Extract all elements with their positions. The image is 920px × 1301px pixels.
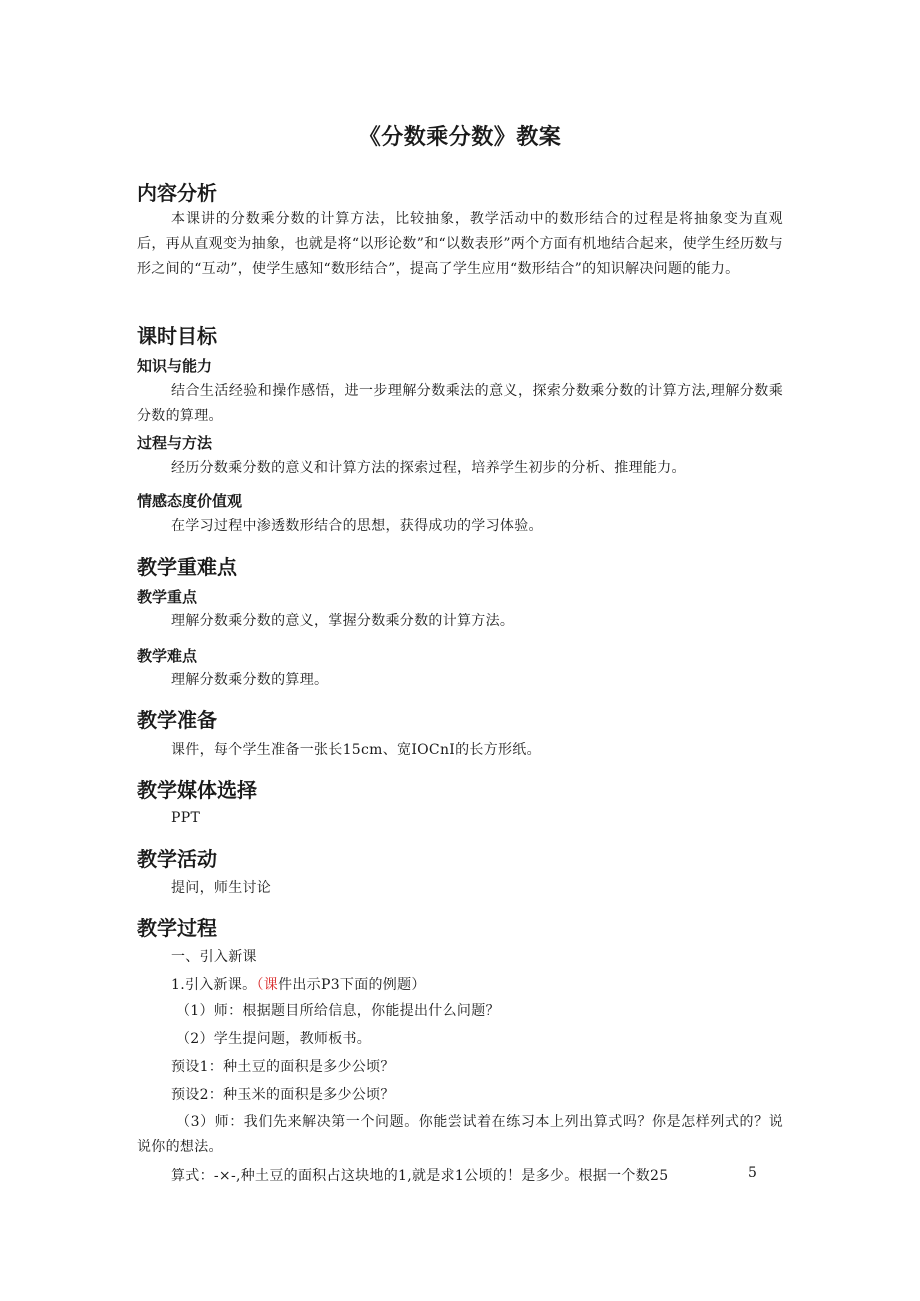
- heading-focus: 教学重点: [137, 588, 198, 606]
- process-method-paragraph: 经历分数乘分数的意义和计算方法的探索过程，培养学生初步的分析、推理能力。: [171, 460, 686, 476]
- process-line-1-red: （课: [256, 977, 279, 993]
- document-title: 《分数乘分数》教案: [358, 125, 562, 150]
- process-line-intro: 一、引入新课: [171, 949, 257, 965]
- process-line-preset2: 预设2：种玉米的面积是多少公顷？: [171, 1087, 395, 1103]
- heading-key-points: 教学重难点: [137, 555, 237, 579]
- process-line-preset1: 预设1：种土豆的面积是多少公顷？: [171, 1059, 395, 1075]
- heading-difficulty: 教学难点: [137, 647, 198, 665]
- process-line-1-suffix: 件出示P3下面的例题）: [278, 977, 426, 993]
- preparation-paragraph: 课件，每个学生准备一张长15cm、宽IOCnI的长方形纸。: [171, 742, 541, 758]
- heading-teaching-process: 教学过程: [137, 916, 217, 940]
- process-line-q2: （2）学生提问题，教师板书。: [176, 1031, 372, 1047]
- emotion-paragraph: 在学习过程中渗透数形结合的思想，获得成功的学习体验。: [171, 518, 543, 534]
- process-line-formula: 算式：-×-,种土豆的面积占这块地的1,就是求1公顷的！是多少。根据一个数25: [171, 1168, 669, 1184]
- heading-emotion: 情感态度价值观: [137, 492, 243, 510]
- activity-paragraph: 提问，师生讨论: [171, 880, 272, 896]
- heading-process-method: 过程与方法: [137, 434, 213, 452]
- content-analysis-paragraph: 本课讲的分数乘分数的计算方法，比较抽象，教学活动中的数形结合的过程是将抽象变为直观后，再从直观变为抽象，也就是将“以形论数”和“以数表形”两个方面有机地结合起来，使学生经历数与形之间的“互动”，使学生感知“数形结合”，提高了学生应用“数形结合”的知识解决问题的能力。: [137, 211, 783, 277]
- process-paragraph-q3: （3）师：我们先来解决第一个问题。你能尝试着在练习本上列出算式吗？你是怎样列式的？说说你的想法。: [137, 1114, 783, 1155]
- process-line-1-prefix: 1.引入新课。: [171, 977, 257, 993]
- heading-content-analysis: 内容分析: [137, 181, 217, 205]
- heading-activity: 教学活动: [137, 847, 217, 871]
- process-line-formula-tail: 5: [748, 1165, 758, 1181]
- difficulty-paragraph: 理解分数乘分数的算理。: [171, 672, 329, 688]
- heading-media: 教学媒体选择: [137, 778, 257, 802]
- process-line-1: [171, 974, 426, 994]
- knowledge-paragraph: 结合生活经验和操作感悟，进一步理解分数乘法的意义，探索分数乘分数的计算方法,理解分数乘分数的算理。: [137, 383, 783, 424]
- heading-preparation: 教学准备: [137, 708, 217, 732]
- heading-objectives: 课时目标: [137, 324, 217, 348]
- focus-paragraph: 理解分数乘分数的意义，掌握分数乘分数的计算方法。: [171, 613, 515, 629]
- heading-knowledge: 知识与能力: [137, 357, 213, 375]
- process-line-q1: （1）师：根据题目所给信息，你能提出什么问题？: [176, 1003, 500, 1019]
- media-paragraph: PPT: [171, 810, 201, 826]
